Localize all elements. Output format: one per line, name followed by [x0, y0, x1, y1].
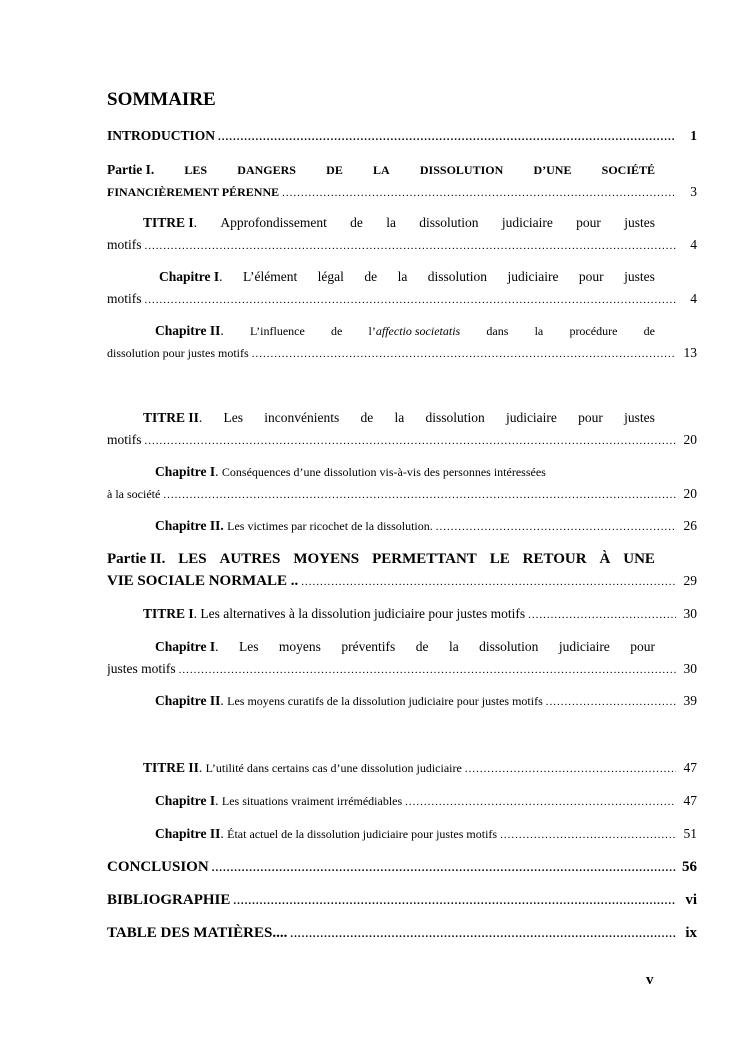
entry-number: Chapitre I — [155, 639, 216, 654]
page-number: 20 — [683, 486, 697, 501]
entry-label: justes motifs — [107, 661, 176, 676]
entry-number: TITRE I — [143, 606, 194, 621]
toc-entry-chapitre-3[interactable]: Chapitre I . Conséquences d’une dissolution vis-à-vis des personnes intéressées à la société ..... 20 — [107, 461, 697, 506]
page-number: 39 — [683, 693, 697, 708]
toc-entry-partie-2[interactable]: Partie II. LES AUTRES MOYENS PERMETTANT LE RETOUR À UNE VIE SOCIALE NORMALE .. ..... 29 — [107, 548, 697, 593]
entry-number: Chapitre II. — [155, 518, 224, 533]
page-number: 56 — [682, 859, 697, 875]
dot-leader — [145, 235, 676, 257]
toc-entry-bibliographie[interactable] — [107, 889, 697, 912]
dot-leader — [233, 890, 676, 912]
page-title: SOMMAIRE — [107, 89, 216, 110]
dot-leader — [290, 923, 676, 945]
page-number: ix — [685, 925, 697, 941]
entry-label: INTRODUCTION — [107, 128, 216, 143]
entry-label: dissolution pour justes motifs — [107, 346, 249, 360]
entry-label: Les alternatives à la dissolution judiciaire pour justes motifs — [200, 606, 526, 621]
entry-label: FINANCIÈREMENT PÉRENNE — [107, 185, 280, 199]
page-number: 1 — [690, 128, 697, 143]
dot-leader — [405, 791, 676, 813]
page-number: 47 — [683, 793, 697, 808]
entry-number: Chapitre I — [159, 269, 220, 284]
entry-label: BIBLIOGRAPHIE — [107, 892, 231, 908]
entry-label-continued: à la société — [107, 487, 161, 501]
entry-label: TABLE DES MATIÈRES.... — [107, 925, 288, 941]
entry-label: motifs — [107, 432, 142, 447]
page-number: 4 — [690, 291, 697, 306]
page-number: 4 — [690, 237, 697, 252]
dot-leader — [179, 659, 676, 681]
dot-leader — [145, 289, 676, 311]
entry-number: Partie I — [107, 162, 151, 177]
dot-leader — [528, 604, 676, 626]
entry-number: Partie II — [107, 551, 162, 567]
entry-number: Chapitre II — [155, 323, 221, 338]
dot-leader — [436, 516, 676, 538]
entry-label: Les moyens curatifs de la dissolution judiciaire pour justes motifs — [227, 694, 543, 708]
page-number: 3 — [690, 184, 697, 199]
entry-label: Les victimes par ricochet de la dissolution. — [227, 519, 433, 533]
dot-leader — [212, 857, 676, 879]
toc-entry-partie-1[interactable]: Partie I. LES DANGERS DE LA DISSOLUTION D’UNE SOCIÉTÉ FINANCIÈREMENT PÉRENNE ..... 3 — [107, 159, 697, 204]
entry-label: motifs — [107, 291, 142, 306]
entry-number: Chapitre II — [155, 693, 221, 708]
toc-entry-chapitre-1[interactable]: Chapitre I. L’élément légal de la dissolution judiciaire pour justes motifs ..... 4 — [107, 266, 697, 311]
entry-label: Les situations vraiment irrémédiables — [221, 794, 403, 808]
toc-entry-introduction[interactable] — [107, 125, 697, 148]
toc-entry-chapitre-6[interactable]: Chapitre II . Les moyens curatifs de la dissolution judiciaire pour justes motifs ..... 39 — [107, 690, 697, 713]
entry-label: motifs — [107, 237, 142, 252]
entry-label: CONCLUSION — [107, 859, 209, 875]
toc-entry-chapitre-7[interactable]: Chapitre I . Les situations vraiment irrémédiables ..... 47 — [107, 790, 697, 813]
page-number: 13 — [683, 345, 697, 360]
page-number: 26 — [683, 518, 697, 533]
entry-number: TITRE II — [143, 760, 199, 775]
toc-entry-titre-3[interactable]: TITRE I . Les alternatives à la dissolution judiciaire pour justes motifs ..... 30 — [107, 603, 697, 626]
dot-leader — [218, 126, 676, 148]
toc-entry-titre-4[interactable]: TITRE II . L’utilité dans certains cas d’une dissolution judiciaire ..... 47 — [107, 757, 697, 780]
toc-entry-table-des-matieres[interactable] — [107, 922, 697, 945]
page-number: 29 — [683, 573, 697, 588]
dot-leader — [500, 824, 676, 846]
toc-entry-titre-1[interactable]: TITRE I. Approfondissement de la dissolution judiciaire pour justes motifs ..... 4 — [107, 212, 697, 257]
entry-number: Chapitre I — [155, 464, 216, 479]
dot-leader — [282, 182, 676, 204]
entry-number: TITRE I — [143, 215, 194, 230]
italic-term: affectio societatis — [375, 324, 461, 338]
toc-entry-chapitre-5[interactable]: Chapitre I. Les moyens préventifs de la dissolution judiciaire pour justes motifs ..... 30 — [107, 636, 697, 681]
entry-label: L’utilité dans certains cas d’une dissolution judiciaire — [205, 761, 462, 775]
dot-leader — [301, 571, 676, 593]
dot-leader — [252, 343, 676, 365]
entry-number: Chapitre I — [155, 793, 216, 808]
page-number: 30 — [683, 606, 697, 621]
dot-leader — [546, 691, 676, 713]
toc-entry-chapitre-2[interactable]: Chapitre II. L’influence de l’affectio societatis dans la procédure de dissolution pour justes motifs ..... 13 — [107, 320, 697, 365]
entry-number: Chapitre II — [155, 826, 221, 841]
page-number: 20 — [683, 432, 697, 447]
dot-leader — [145, 430, 676, 452]
dot-leader — [163, 484, 676, 506]
page-number: 51 — [683, 826, 697, 841]
page-number: 47 — [683, 760, 697, 775]
toc-entry-titre-2[interactable]: TITRE II. Les inconvénients de la dissolution judiciaire pour justes motifs ..... 20 — [107, 407, 697, 452]
entry-label: VIE SOCIALE NORMALE .. — [107, 573, 299, 589]
page-number: vi — [685, 892, 697, 908]
entry-label: État actuel de la dissolution judiciaire pour justes motifs — [227, 827, 498, 841]
entry-label: Conséquences d’une dissolution vis-à-vis des personnes intéressées — [221, 465, 546, 479]
dot-leader — [465, 758, 676, 780]
footer-page-number: v — [646, 972, 654, 988]
toc-entry-chapitre-8[interactable]: Chapitre II . État actuel de la dissolution judiciaire pour justes motifs ..... 51 — [107, 823, 697, 846]
toc-entry-conclusion[interactable] — [107, 856, 697, 879]
toc-entry-chapitre-4[interactable] — [107, 515, 697, 538]
entry-number: TITRE II — [143, 410, 199, 425]
page-number: 30 — [683, 661, 697, 676]
